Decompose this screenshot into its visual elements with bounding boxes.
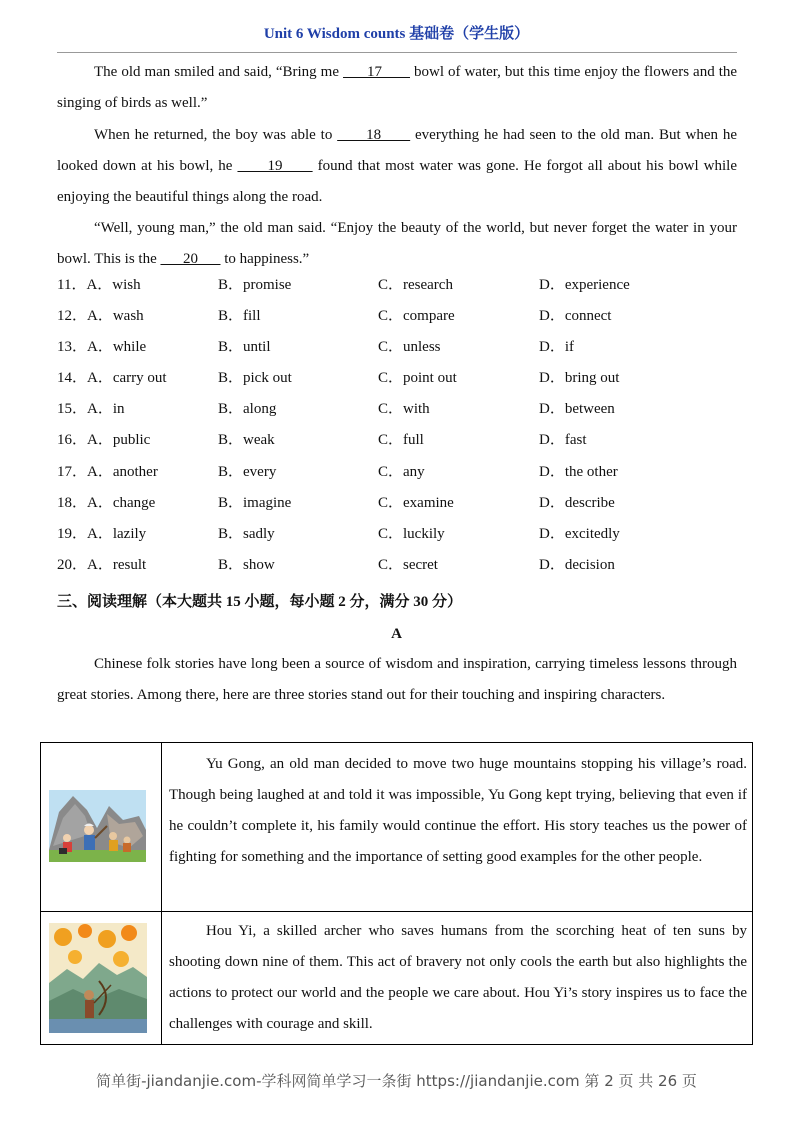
question-row-12: 12．A．wash B．fill C．compare D．connect [57,308,612,324]
header-divider [57,52,737,53]
table-row-divider [41,911,752,912]
blank-20: 20 [160,251,221,267]
passage-paragraph-1: The old man smiled and said, “Bring me 17 bowl of water, but this time enjoy the flowers and the singing of birds as well.” [57,64,738,111]
question-row-15: 15．A．in B．along C．with D．between [57,401,615,417]
passage-paragraph-3: “Well, young man,” the old man said. “Enjoy the beauty of the world, but never forget the water in your bowl. This is the 20 to happiness.” [57,220,737,267]
question-row-18: 18．A．change B．imagine C．examine D．describe [57,495,615,511]
yu-gong-illustration-icon [49,790,146,862]
question-row-11: 11．A．wish B．promise C．research D．experience [57,277,630,293]
question-row-14: 14．A．carry out B．pick out C．point out D．bring out [57,370,620,386]
section-heading: 三、阅读理解（本大题共 15 小题，每小题 2 分，满分 30 分） [57,594,463,610]
story-yu-gong-text: Yu Gong, an old man decided to move two huge mountains stopping his village’s road. Though being laughed at and told it was impossible, Yu Gong kept trying, believing that even if he couldn’t complete it, his family would continue the effort. His story teaches us the power of fighting for something and the importance of setting good examples for the other people. [169,756,747,865]
blank-17: 17 [343,64,410,80]
story-table [40,742,753,1045]
passage-paragraph-2: When he returned, the boy was able to 18 everything he had seen to the old man. But when he looked down at his bowl, he 19 found that most water was gone. He forgot all about his bowl while enjoying the beautiful things along the road. [57,127,738,205]
story-hou-yi-text: Hou Yi, a skilled archer who saves humans from the scorching heat of ten suns by shooting down nine of them. This act of bravery not only cools the earth but also highlights the actions to protect our world and the people we care about. Hou Yi’s story inspires us to face the challenges with courage and skill. [169,923,747,1032]
reading-intro: Chinese folk stories have long been a source of wisdom and inspiration, carrying timeless lessons through great stories. Among there, here are three stories stand out for their touching and inspiring characters. [57,656,737,703]
question-row-13: 13．A．while B．until C．unless D．if [57,339,574,355]
question-row-17: 17．A．another B．every C．any D．the other [57,464,618,480]
table-column-divider [161,743,162,1044]
page-footer: 简单街-jiandanjie.com-学科网简单学习一条街 https://jiandanjie.com 第 2 页 共 26 页 [96,1072,697,1090]
blank-18: 18 [337,127,411,143]
blank-19: 19 [237,158,313,174]
question-row-16: 16．A．public B．weak C．full D．fast [57,432,587,448]
hou-yi-illustration-icon [49,923,147,1033]
part-label: A [391,626,402,642]
question-row-19: 19．A．lazily B．sadly C．luckily D．excitedly [57,526,620,542]
question-row-20: 20．A．result B．show C．secret D．decision [57,557,615,573]
page-header-title: Unit 6 Wisdom counts 基础卷（学生版） [263,26,530,42]
